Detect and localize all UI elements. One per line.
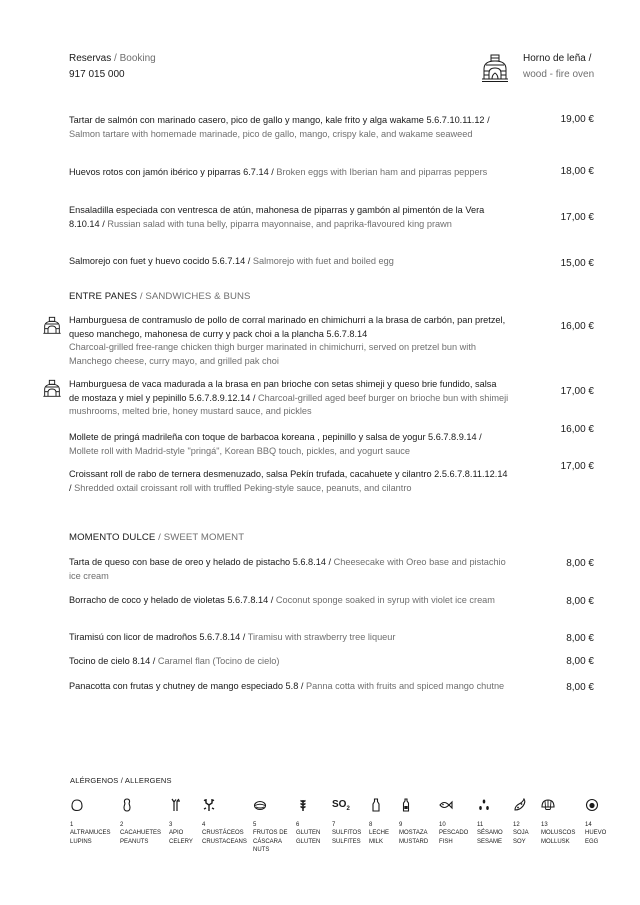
price: 19,00 € — [560, 114, 594, 125]
wood-fire-oven-icon — [42, 379, 62, 399]
oven-legend-en: wood - fire oven — [523, 69, 595, 80]
allergen-crustaceans: 4 CRUSTÁCEOS CRUSTACEANS — [202, 798, 252, 846]
menu-item-croissant-roll: Croissant roll de rabo de ternera desmenuzado, salsa Pekín trufada, cacahuete y cilantro 2.5.6.7.8.11.12.14 / Shredded oxtail croissant roll with truffled Peking-style sauce, peanuts, and cilantro — [69, 469, 508, 493]
booking-label-en: Booking — [119, 53, 156, 64]
oven-legend-es: Horno de leña / — [523, 53, 592, 64]
peanut-icon — [120, 798, 134, 812]
allergen-sulfites: $SO_2$ 7 SULFITOS SULFITES — [332, 799, 362, 845]
price: 8,00 € — [566, 558, 594, 569]
allergen-nuts: 5 FRUTOS DE CÁSCARA NUTS — [253, 798, 303, 855]
lupin-icon — [70, 798, 84, 812]
soy-icon — [513, 798, 527, 812]
menu-item-borracho: Borracho de coco y helado de violetas 5.6.7.8.14 / Coconut sponge soaked in syrup with violet ice cream — [69, 595, 495, 605]
menu-item-beef-burger: Hamburguesa de vaca madurada a la brasa en pan brioche con setas shimeji y queso brie fundido, salsa de mostaza y miel y pepinillo 5.6.7.8.9.12.14 / Charcoal-grilled aged beef burger on brioche bun with shimeji mushrooms, melted brie, honey mustard sauce, and pickles — [69, 379, 509, 416]
menu-item-salmon-tartare: Tartar de salmón con marinado casero, pico de gallo y mango, kale frito y alga wakame 5.6.7.10.11.12 / Salmon tartare with homemade marinade, pico de gallo, mango, crispy kale, and wakame seaweed — [69, 115, 490, 139]
sesame-icon — [477, 798, 491, 812]
booking-label — [69, 51, 156, 67]
crustacean-icon — [202, 798, 216, 812]
menu-item-chicken-burger: Hamburguesa de contramuslo de pollo de corral marinado en chimichurri a la brasa de carbón, pan pretzel, queso manchego, mahonesa de curry y pack choi a la plancha 5.6.7.8.14 Charcoal-grilled free-range chicken thigh burger marinated in chimichurri, served on pretzel bun with Manchego cheese, curry mayo, and grilled pak choi — [69, 315, 506, 366]
allergen-lupins: 1 ALTRAMUCES LUPINS — [70, 798, 120, 846]
menu-item-tiramisu: Tiramisú con licor de madroños 5.6.7.8.14 / Tiramisu with strawberry tree liqueur — [69, 632, 396, 642]
mollusk-icon — [541, 798, 555, 812]
menu-item-salmorejo: Salmorejo con fuet y huevo cocido 5.6.7.14 / Salmorejo with fuet and boiled egg — [69, 256, 394, 266]
wood-fire-oven-icon — [480, 53, 510, 83]
allergen-soy: 12 SOJA SOY — [513, 798, 563, 846]
price: 8,00 € — [566, 682, 594, 693]
price: 8,00 € — [566, 596, 594, 607]
allergens-title: ALÉRGENOS / ALLERGENS — [70, 776, 172, 785]
menu-item-panacotta: Panacotta con frutas y chutney de mango especiado 5.8 / Panna cotta with fruits and spiced mango chutne — [69, 681, 505, 691]
price: 8,00 € — [566, 633, 594, 644]
price: 15,00 € — [560, 258, 594, 269]
price: 17,00 € — [560, 212, 594, 223]
allergen-egg: 14 HUEVO EGG — [585, 798, 635, 846]
price: 16,00 € — [560, 321, 594, 332]
allergen-fish: 10 PESCADO FISH — [439, 798, 489, 846]
price: 16,00 € — [560, 424, 594, 435]
price: 8,00 € — [566, 656, 594, 667]
menu-item-cheesecake: Tarta de queso con base de oreo y helado de pistacho 5.6.8.14 / Cheesecake with Oreo base and pistachio ice cream — [69, 557, 506, 581]
menu-item-mollete: Mollete de pringá madrileña con toque de barbacoa koreana , pepinillo y salsa de yogur 5.6.7.8.9.14 / Mollete roll with Madrid-style "pringá", Korean BBQ touch, pickles, and yogurt sauce — [69, 432, 482, 456]
egg-icon — [585, 798, 599, 812]
allergen-milk: 8 LECHE MILK — [369, 798, 419, 846]
milk-bottle-icon — [369, 798, 383, 812]
fish-icon — [439, 798, 453, 812]
section-title-desserts: MOMENTO DULCE / SWEET MOMENT — [69, 532, 245, 543]
allergen-peanuts: 2 CACAHUETES PEANUTS — [120, 798, 170, 846]
nut-icon — [253, 798, 267, 812]
wood-fire-oven-icon — [42, 316, 62, 336]
menu-item-ensaladilla: Ensaladilla especiada con ventresca de atún, mahonesa de piparras y gambón al pimentón de la Vera 8.10.14 / Russian salad with tuna belly, piparra mayonnaise, and paprika-flavoured king prawn — [69, 205, 485, 229]
booking-sep: / — [111, 53, 120, 64]
price: 18,00 € — [560, 166, 594, 177]
wheat-icon — [296, 798, 310, 812]
allergen-gluten: 6 GLUTEN GLUTEN — [296, 798, 346, 846]
allergen-mustard: 9 MOSTAZA MUSTARD — [399, 798, 449, 846]
allergen-celery: 3 APIO CELERY — [169, 798, 219, 846]
booking-label-es: Reservas — [69, 53, 112, 64]
allergen-mollusk: 13 MOLUSCOS MOLLUSK — [541, 798, 591, 846]
so2-icon: $SO_2$ — [332, 799, 350, 812]
section-title-sandwiches: ENTRE PANES / SANDWICHES & BUNS — [69, 291, 251, 302]
mustard-icon — [399, 798, 413, 812]
price: 17,00 € — [560, 386, 594, 397]
booking-phone[interactable]: 917 015 000 — [69, 69, 125, 80]
allergen-sesame: 11 SÉSAMO SESAME — [477, 798, 527, 846]
price: 17,00 € — [560, 461, 594, 472]
celery-icon — [169, 798, 183, 812]
menu-item-tocino-de-cielo: Tocino de cielo 8.14 / Caramel flan (Tocino de cielo) — [69, 656, 280, 666]
menu-item-huevos-rotos: Huevos rotos con jamón ibérico y piparras 6.7.14 / Broken eggs with Iberian ham and piparras peppers — [69, 167, 488, 177]
